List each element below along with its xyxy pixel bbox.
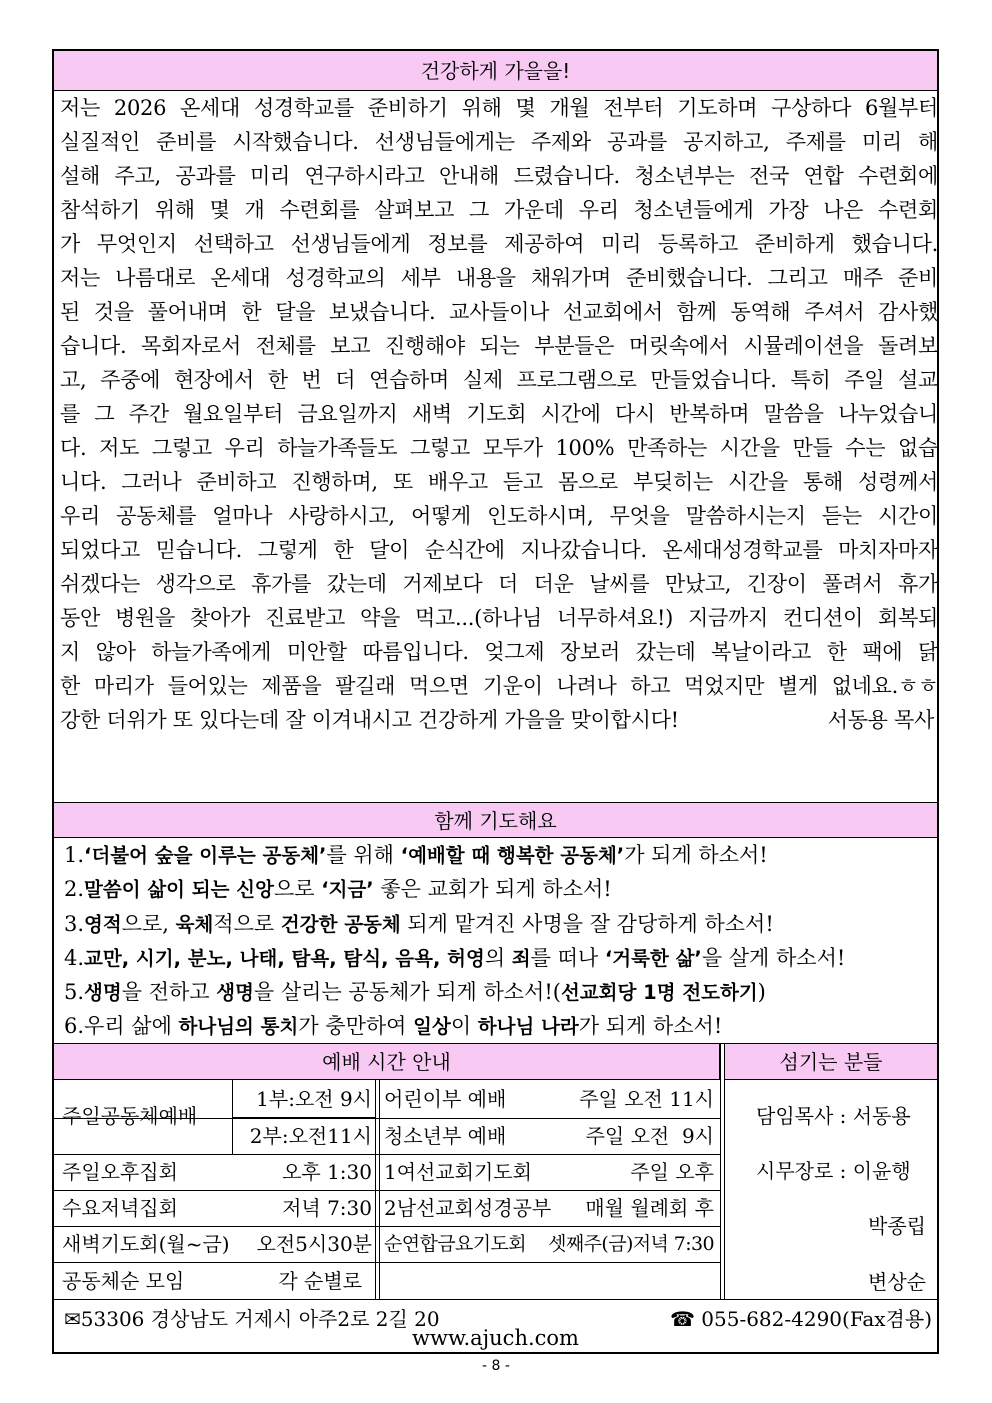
essay-line: 우리 공동체를 얼마나 사랑하시고, 어떻게 인도하시며, 무엇을 말씀하시는지 듣는 시간이	[60, 504, 938, 528]
schedule-row: 공동체순 모임 각 순별로	[62, 1269, 362, 1293]
divider	[54, 1262, 720, 1263]
staff-title: 섬기는 분들	[724, 1044, 937, 1080]
essay-line: 고, 주중에 현장에서 한 번 더 연습하며 실제 프로그램으로 만들었습니다. 특히 주일 설교	[60, 368, 938, 392]
prayer-title: 함께 기도해요	[54, 802, 937, 838]
essay-line: 를 그 주간 월요일부터 금요일까지 새벽 기도회 시간에 다시 반복하며 말씀을 나누었습니	[60, 402, 938, 426]
divider	[724, 1044, 725, 1300]
elder-1: 시무장로 : 이윤행	[756, 1159, 911, 1183]
divider	[232, 1117, 375, 1118]
essay-line: 쉬겠다는 생각으로 휴가를 갔는데 거제보다 더 더운 날씨를 만났고, 긴장이 풀려서 휴가	[60, 572, 938, 596]
essay-author: 서동용 목사	[827, 708, 934, 732]
essay-line: 지 않아 하늘가족에게 미안할 따름입니다. 엊그제 장보러 갔는데 복날이라고 한 팩에 닭	[60, 640, 938, 664]
essay-body	[60, 91, 938, 737]
schedule-row: 청소년부 예배 주일 오전 9시	[384, 1124, 714, 1148]
phone-icon: ☎	[669, 1307, 702, 1331]
essay-line: 저는 2026 온세대 성경학교를 준비하기 위해 몇 개월 전부터 기도하며 구상하다 6월부터	[60, 96, 938, 120]
elder-2: 박종립	[868, 1214, 926, 1238]
senior-pastor: 담임목사 : 서동용	[756, 1104, 911, 1128]
page-frame	[52, 49, 939, 1354]
essay-line: 가 무엇인지 선택하고 선생님들에게 정보를 제공하여 미리 등록하고 준비하게 했습니다.	[60, 232, 938, 256]
essay-line: 실질적인 준비를 시작했습니다. 선생님들에게는 주제와 공과를 공지하고, 주제를 미리 해	[60, 130, 938, 154]
essay-line: 한 마리가 들어있는 제품을 팔길래 먹으면 기운이 나려나 하고 먹었지만 별게 없네요.ㅎㅎ	[60, 674, 938, 698]
phone: ☎ 055-682-4290(Fax겸용)	[669, 1307, 932, 1331]
schedule-row: 1여선교회기도회 주일 오후	[384, 1160, 714, 1184]
schedule-row: 어린이부 예배 주일 오전 11시	[384, 1087, 714, 1111]
essay-line: 되었다고 믿습니다. 그렇게 한 달이 순식간에 지나갔습니다. 온세대성경학교를 마치자마자	[60, 538, 938, 562]
elder-3: 변상순	[868, 1270, 926, 1294]
website[interactable]: www.ajuch.com	[412, 1326, 579, 1350]
essay-line: 된 것을 풀어내며 한 달을 보냈습니다. 교사들이나 선교회에서 함께 동역해 주셔서 감사했	[60, 300, 938, 324]
divider	[54, 1299, 937, 1300]
essay-title: 건강하게 가을을!	[54, 51, 937, 91]
service-2: 2부:오전11시	[249, 1124, 372, 1148]
schedule-row: 2남선교회성경공부 매월 월례회 후	[384, 1196, 714, 1220]
essay-line: 동안 병원을 찾아가 진료받고 약을 먹고...(하나님 너무하셔요!) 지금까지 컨디션이 회복되	[60, 606, 938, 630]
essay-line: 설해 주고, 공과를 미리 연구하시라고 안내해 드렸습니다. 청소년부는 전국 연합 수련회에	[60, 164, 938, 188]
essay-line: 참석하기 위해 몇 개 수련회를 살펴보고 그 가운데 우리 청소년들에게 가장 나은 수련회	[60, 198, 938, 222]
sunday-service-label: 주일공동체예배	[62, 1104, 198, 1128]
essay-closing: 강한 더위가 또 있다는데 잘 이겨내시고 건강하게 가을을 맞이합시다!	[60, 708, 679, 732]
prayer-item: 1.‘더불어 숲을 이루는 공동체’를 위해 ‘예배할 때 행복한 공동체’가 되게 하소서!	[64, 843, 768, 867]
schedule-row: 새벽기도회(월~금) 오전5시30분	[62, 1232, 372, 1256]
prayer-item: 6.우리 삶에 하나님의 통치가 충만하여 일상이 하나님 나라가 되게 하소서!	[64, 1014, 723, 1039]
address: ✉53306 경상남도 거제시 아주2로 2길 20	[64, 1307, 440, 1331]
schedule-title: 예배 시간 안내	[54, 1044, 720, 1080]
page-number: - 8 -	[482, 1358, 510, 1374]
essay-line: 니다. 그러나 준비하고 진행하며, 또 배우고 듣고 몸으로 부딪히는 시간을 통해 성령께서	[60, 470, 938, 494]
prayer-item: 4.교만, 시기, 분노, 나태, 탐욕, 탐식, 음욕, 허영의 죄를 떠나 ‘거룩한 삶’을 살게 하소서!	[64, 945, 846, 970]
mail-icon: ✉	[64, 1307, 81, 1331]
essay-last-line	[60, 703, 938, 737]
essay-line: 저는 나름대로 온세대 성경학교의 세부 내용을 채워가며 준비했습니다. 그리고 매주 준비	[60, 266, 938, 290]
prayer-list	[64, 838, 934, 1044]
prayer-item: 2.말씀이 삶이 되는 신앙으로 ‘지금’ 좋은 교회가 되게 하소서!	[64, 877, 612, 902]
essay-line: 다. 저도 그렇고 우리 하늘가족들도 그렇고 모두가 100% 만족하는 시간을 만들 수는 없습	[60, 436, 938, 460]
service-1: 1부:오전 9시	[256, 1087, 372, 1111]
schedule-row: 주일오후집회 오후 1:30	[62, 1160, 372, 1184]
schedule-row: 순연합금요기도회 셋째주(금)저녁 7:30	[384, 1233, 714, 1255]
schedule-row: 수요저녁집회 저녁 7:30	[62, 1196, 372, 1220]
essay-line: 습니다. 목회자로서 전체를 보고 진행해야 되는 부분들은 머릿속에서 시뮬레이션을 돌려보	[60, 334, 938, 358]
schedule-section	[54, 1043, 937, 1300]
divider	[720, 1044, 721, 1300]
prayer-item: 3.영적으로, 육체적으로 건강한 공동체 되게 맡겨진 사명을 잘 감당하게 하소서!	[64, 911, 774, 936]
prayer-item: 5.생명을 전하고 생명을 살리는 공동체가 되게 하소서!(선교회당 1명 전도하기)	[64, 980, 766, 1005]
